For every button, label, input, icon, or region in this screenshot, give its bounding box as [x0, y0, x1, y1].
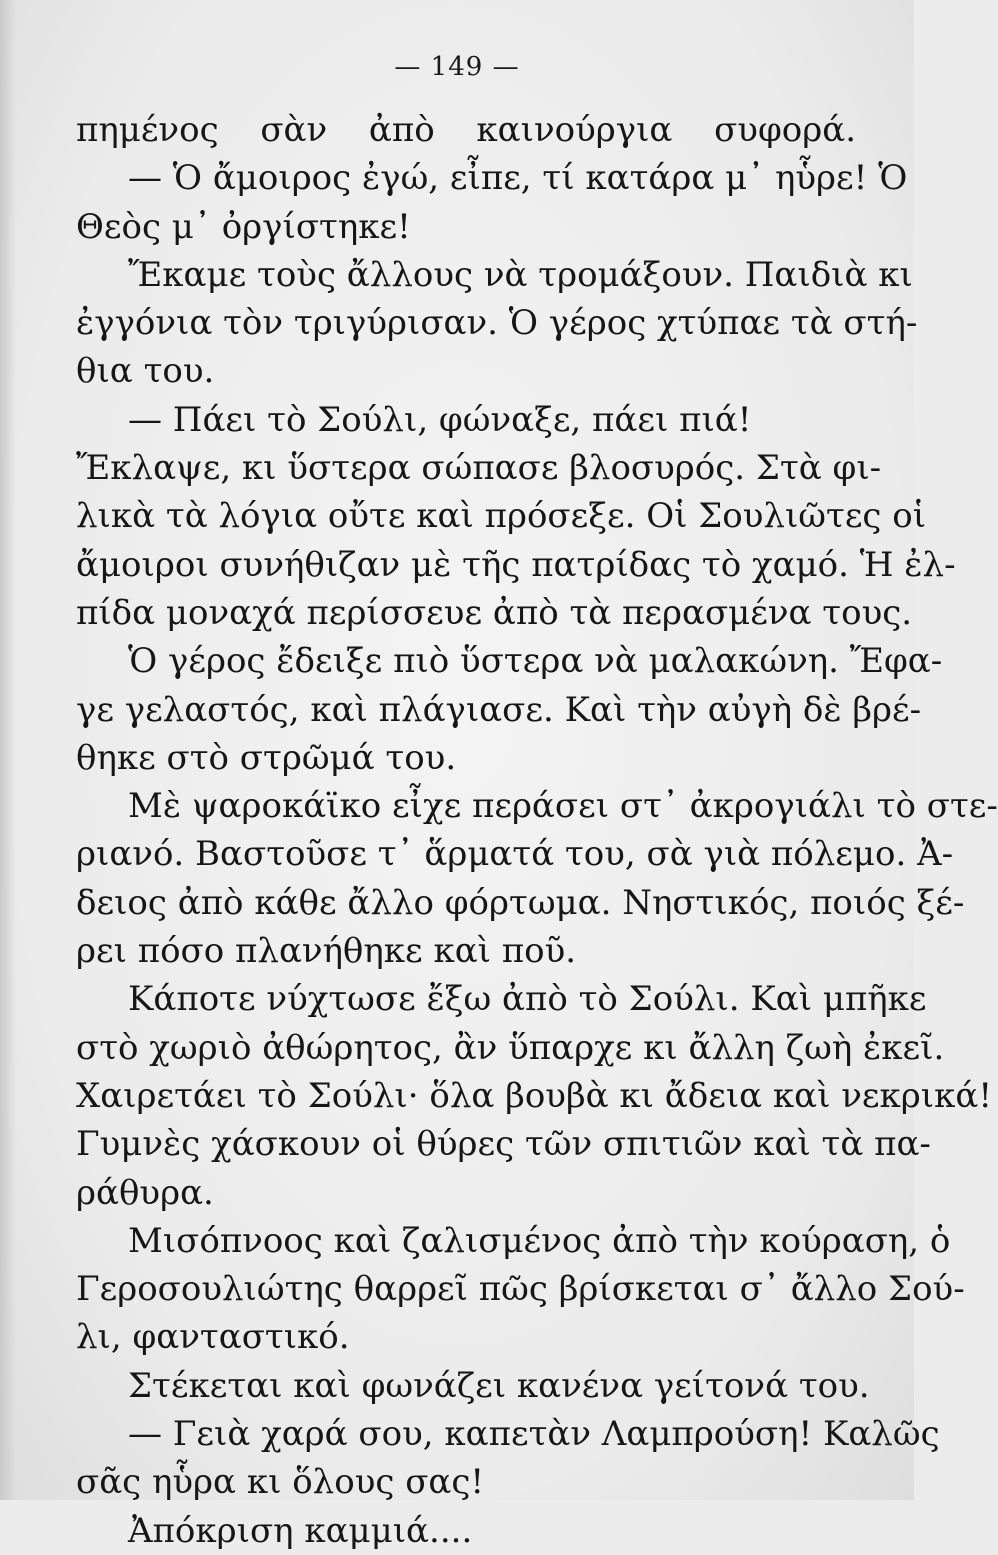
text-line: Ἔκλαψε, κι ὕστερα σώπασε βλοσυρός. Στὰ φι- [76, 448, 882, 489]
page-gutter-shadow [0, 0, 16, 1500]
text-line: σᾶς ηὗρα κι ὅλους σας! [76, 1462, 485, 1503]
text-line: Στέκεται καὶ φωνάζει κανένα γείτονά του. [128, 1365, 870, 1406]
text-line: Θεὸς μ᾿ ὀργίστηκε! [76, 206, 411, 247]
text-line: ρει πόσο πλανήθηκε καὶ ποῦ. [76, 931, 577, 972]
text-line: Ἔκαμε τοὺς ἄλλους νὰ τρομάξουν. Παιδιὰ κι [128, 254, 913, 295]
text-line: Μισόπνοος καὶ ζαλισμένος ἀπὸ τὴν κούραση, ὁ [128, 1220, 951, 1261]
page-body-text [76, 106, 998, 1555]
text-line: Ὁ γέρος ἔδειξε πιὸ ὕστερα νὰ μαλακώνη. Ἔφα- [128, 641, 943, 682]
text-line: Ἀπόκριση καμμιά.... [128, 1510, 473, 1551]
text-line: πίδα μοναχά περίσσευε ἀπὸ τὰ περασμένα τους. [76, 592, 913, 633]
text-line: πημένος σὰν ἀπὸ καινούργια συφορά. [76, 110, 856, 150]
text-line: θηκε στὸ στρῶμά του. [76, 737, 457, 778]
text-line: — Ὁ ἄμοιρος ἐγώ, εἶπε, τί κατάρα μ᾿ ηὗρε! Ὁ [128, 158, 908, 199]
text-line: ριανό. Βαστοῦσε τ᾿ ἅρματά του, σὰ γιὰ πόλεμο. Ἀ- [76, 834, 954, 875]
text-line: Γεροσουλιώτης θαρρεῖ πῶς βρίσκεται σ᾿ ἄλλο Σού- [76, 1269, 965, 1310]
text-line: Χαιρετάει τὸ Σούλι· ὅλα βουβὰ κι ἄδεια καὶ νεκρικά! [76, 1075, 992, 1116]
text-line: Γυμνὲς χάσκουν οἱ θύρες τῶν σπιτιῶν καὶ τὰ πα- [76, 1124, 931, 1165]
text-line: — Γειὰ χαρά σου, καπετὰν Λαμπρούση! Καλῶς [128, 1414, 940, 1455]
text-line: — Πάει τὸ Σούλι, φώναξε, πάει πιά! [128, 399, 752, 440]
text-line: δειος ἀπὸ κάθε ἄλλο φόρτωμα. Νηστικός, ποιός ξέ- [76, 882, 965, 923]
text-line: ἐγγόνια τὸν τριγύρισαν. Ὁ γέρος χτύπαε τὰ στή- [76, 303, 918, 344]
text-line: στὸ χωριὸ ἀθώρητος, ἂν ὕπαρχε κι ἄλλη ζωὴ ἐκεῖ. [76, 1027, 945, 1068]
text-line: Μὲ ψαροκάϊκο εἶχε περάσει στ᾿ ἀκρογιάλι τὸ στε- [128, 786, 998, 827]
page-number: — 149 — [394, 52, 520, 82]
text-line: γε γελαστός, καὶ πλάγιασε. Καὶ τὴν αὐγὴ δὲ βρέ- [76, 689, 922, 730]
text-line: θια του. [76, 351, 215, 392]
text-line: λικὰ τὰ λόγια οὔτε καὶ πρόσεξε. Οἱ Σουλιῶτες οἱ [76, 496, 927, 537]
text-line: ράθυρα. [76, 1172, 214, 1213]
text-line: Κάποτε νύχτωσε ἔξω ἀπὸ τὸ Σούλι. Καὶ μπῆκε [128, 979, 927, 1020]
text-line: ἄμοιροι συνήθιζαν μὲ τῆς πατρίδας τὸ χαμό. Ἡ ἐλ- [76, 544, 956, 585]
text-line: λι, φανταστικό. [76, 1317, 350, 1358]
